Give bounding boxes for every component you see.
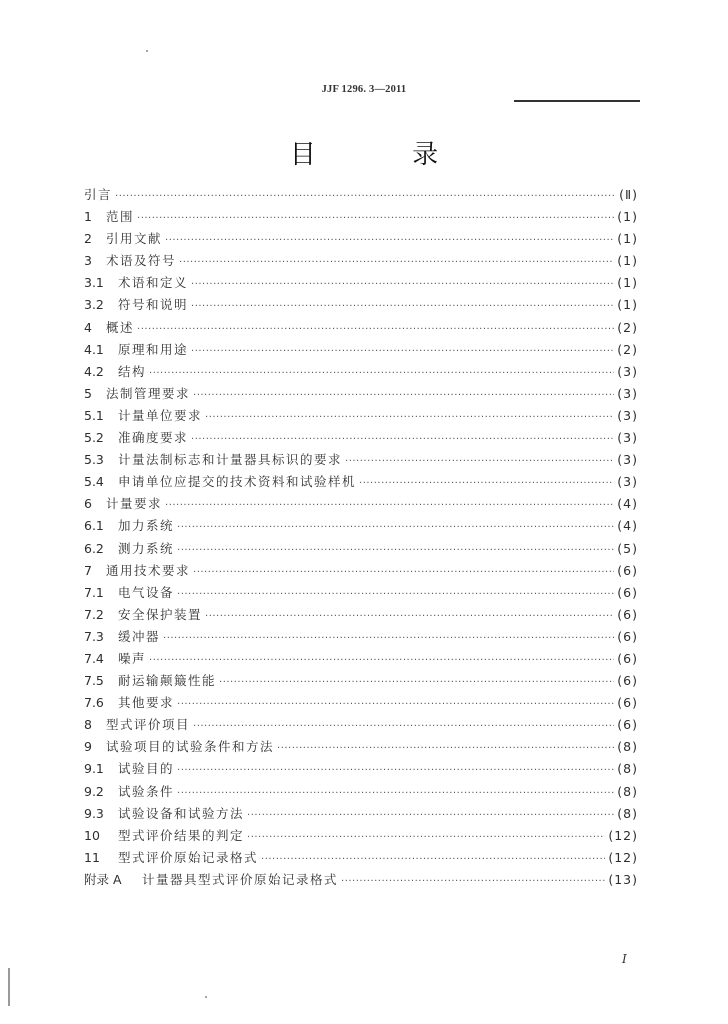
toc-entry[interactable]: [84, 362, 638, 384]
toc-dot-leader: [177, 522, 614, 533]
toc-entry[interactable]: [84, 782, 638, 804]
toc-entry-label: 计量法制标志和计量器具标识的要求: [118, 452, 343, 468]
toc-entry-label: 电气设备: [118, 584, 175, 600]
toc-dot-leader: [177, 545, 614, 556]
toc-entry-number: 6: [84, 496, 92, 512]
toc-entry-number: 7.6: [84, 695, 104, 711]
toc-entry[interactable]: [84, 539, 638, 561]
toc-entry-label: 其他要求: [118, 695, 175, 711]
toc-entry-number: 5.3: [84, 452, 104, 468]
toc-entry-number: 1: [84, 209, 92, 225]
toc-entry-label: 试验目的: [118, 761, 175, 777]
toc-entry[interactable]: [84, 826, 638, 848]
toc-entry-number: 7.2: [84, 606, 104, 622]
toc-dot-leader: [191, 279, 614, 290]
toc-entry-page: (1): [617, 231, 638, 247]
toc-entry-label: 型式评价项目: [106, 717, 191, 733]
toc-entry[interactable]: [84, 516, 638, 538]
toc-entry-page: (8): [617, 805, 638, 821]
toc-entry[interactable]: [84, 472, 638, 494]
toc-entry[interactable]: [84, 870, 638, 892]
toc-dot-leader: [177, 788, 614, 799]
toc-entry[interactable]: [84, 229, 638, 251]
toc-entry-label: 型式评价原始记录格式: [118, 849, 259, 865]
toc-entry-number: 8: [84, 717, 92, 733]
toc-entry[interactable]: [84, 185, 638, 207]
toc-entry[interactable]: [84, 627, 638, 649]
toc-entry-page: (3): [617, 452, 638, 468]
toc-entry-page: (6): [617, 628, 638, 644]
toc-entry-page: (6): [617, 673, 638, 689]
toc-entry-label: 计量器具型式评价原始记录格式: [142, 871, 339, 887]
toc-entry-number: 4: [84, 319, 92, 335]
toc-entry-number: 5.4: [84, 474, 104, 490]
toc-entry-number: 9.2: [84, 783, 104, 799]
toc-entry-label: 计量单位要求: [118, 407, 203, 423]
toc-entry-page: (4): [617, 518, 638, 534]
toc-entry-label: 安全保护装置: [118, 606, 203, 622]
toc-entry-label: 术语和定义: [118, 275, 189, 291]
toc-entry[interactable]: [84, 406, 638, 428]
toc-entry-page: (1): [617, 275, 638, 291]
toc-entry-number: 7.1: [84, 584, 104, 600]
toc-entry-page: (3): [617, 407, 638, 423]
toc-entry-number: 9: [84, 739, 92, 755]
toc-entry-number: 9.1: [84, 761, 104, 777]
toc-entry-page: (1): [617, 253, 638, 269]
toc-entry-page: (6): [617, 650, 638, 666]
toc-entry-label: 准确度要求: [118, 430, 189, 446]
toc-entry-label: 测力系统: [118, 540, 175, 556]
scan-speck: [205, 996, 207, 998]
toc-entry-label: 试验条件: [118, 783, 175, 799]
toc-entry-page: (6): [617, 695, 638, 711]
toc-entry[interactable]: [84, 295, 638, 317]
toc-entry[interactable]: [84, 273, 638, 295]
toc-entry-page: (2): [617, 341, 638, 357]
toc-entry[interactable]: [84, 251, 638, 273]
toc-entry-number: 附录 A: [84, 871, 122, 887]
page-number: I: [622, 952, 627, 966]
toc-dot-leader: [191, 346, 614, 357]
toc-entry-page: (1): [617, 209, 638, 225]
toc-entry-number: 7.4: [84, 650, 104, 666]
toc-dot-leader: [191, 434, 614, 445]
toc-entry[interactable]: [84, 693, 638, 715]
toc-entry-number: 4.1: [84, 341, 104, 357]
standard-code: JJF 1296. 3—2011: [321, 84, 407, 95]
toc-entry-page: (4): [617, 496, 638, 512]
toc-dot-leader: [359, 478, 614, 489]
toc-entry-label: 计量要求: [106, 496, 163, 512]
toc-entry-page: (13): [608, 871, 638, 887]
toc-dot-leader: [193, 390, 614, 401]
toc-entry-label: 引用文献: [106, 231, 163, 247]
toc-entry[interactable]: [84, 671, 638, 693]
toc-entry-page: (12): [608, 849, 638, 865]
toc-entry-label: 试验设备和试验方法: [118, 805, 245, 821]
toc-entry[interactable]: [84, 759, 638, 781]
toc-entry[interactable]: [84, 804, 638, 826]
toc-dot-leader: [247, 810, 614, 821]
toc-entry-page: (3): [617, 363, 638, 379]
toc-entry-number: 4.2: [84, 363, 104, 379]
toc-dot-leader: [163, 633, 614, 644]
toc-dot-leader: [165, 500, 614, 511]
toc-entry-page: (1): [617, 297, 638, 313]
toc-entry-label: 噪声: [118, 650, 147, 666]
toc-entry[interactable]: [84, 207, 638, 229]
toc-dot-leader: [137, 324, 614, 335]
toc-entry-label: 结构: [118, 363, 147, 379]
toc-entry-page: (3): [617, 474, 638, 490]
toc-dot-leader: [193, 567, 614, 578]
toc-dot-leader: [205, 412, 614, 423]
toc-entry-label: 概述: [106, 319, 135, 335]
toc-entry-page: (8): [617, 739, 638, 755]
toc-entry-number: 6.1: [84, 518, 104, 534]
page-title: 目 录: [289, 140, 483, 170]
toc-entry-number: 7.3: [84, 628, 104, 644]
toc-dot-leader: [193, 721, 614, 732]
toc-entry-page: (8): [617, 783, 638, 799]
toc-entry[interactable]: [84, 715, 638, 737]
toc-dot-leader: [191, 301, 614, 312]
toc-entry[interactable]: [84, 384, 638, 406]
toc-dot-leader: [149, 368, 614, 379]
toc-entry[interactable]: [84, 583, 638, 605]
toc-entry-label: 加力系统: [118, 518, 175, 534]
toc-entry[interactable]: [84, 450, 638, 472]
toc-dot-leader: [177, 765, 614, 776]
toc-dot-leader: [115, 191, 616, 202]
toc-entry-label: 引言: [84, 187, 113, 202]
toc-entry[interactable]: [84, 494, 638, 516]
toc-dot-leader: [261, 854, 605, 865]
toc-dot-leader: [205, 611, 614, 622]
toc-dot-leader: [149, 655, 614, 666]
toc-entry-page: (2): [617, 319, 638, 335]
toc-dot-leader: [179, 257, 614, 268]
table-of-contents: [84, 185, 638, 892]
toc-entry-number: 3.1: [84, 275, 104, 291]
toc-entry-page: (12): [608, 827, 638, 843]
toc-dot-leader: [165, 235, 614, 246]
toc-dot-leader: [345, 456, 614, 467]
toc-entry-page: (3): [617, 430, 638, 446]
toc-entry-number: 7.5: [84, 673, 104, 689]
toc-entry[interactable]: [84, 340, 638, 362]
toc-entry-page: (6): [617, 562, 638, 578]
scan-speck: [146, 50, 148, 52]
toc-entry-number: 2: [84, 231, 92, 247]
toc-entry-label: 试验项目的试验条件和方法: [106, 739, 275, 755]
toc-entry[interactable]: [84, 605, 638, 627]
toc-entry-number: 9.3: [84, 805, 104, 821]
toc-entry-page: (8): [617, 761, 638, 777]
toc-entry-number: 5.1: [84, 407, 104, 423]
toc-entry-page: (3): [617, 385, 638, 401]
toc-entry-label: 法制管理要求: [106, 385, 191, 401]
toc-entry-number: 5.2: [84, 430, 104, 446]
toc-entry-page: (6): [617, 717, 638, 733]
toc-dot-leader: [177, 589, 614, 600]
toc-dot-leader: [277, 743, 614, 754]
toc-entry[interactable]: [84, 428, 638, 450]
toc-entry-label: 术语及符号: [106, 253, 177, 269]
toc-entry-label: 原理和用途: [118, 341, 189, 357]
toc-entry-number: 6.2: [84, 540, 104, 556]
toc-dot-leader: [219, 677, 614, 688]
toc-entry[interactable]: [84, 318, 638, 340]
toc-dot-leader: [341, 876, 605, 887]
toc-entry-page: (6): [617, 606, 638, 622]
toc-entry-page: (Ⅱ): [619, 187, 638, 202]
toc-entry-label: 申请单位应提交的技术资料和试验样机: [118, 474, 357, 490]
toc-entry-number: 10: [84, 827, 100, 843]
toc-entry-page: (5): [617, 540, 638, 556]
toc-entry-label: 范围: [106, 209, 135, 225]
header-rule: [514, 100, 640, 102]
toc-entry-number: 11: [84, 849, 100, 865]
toc-entry-label: 型式评价结果的判定: [118, 827, 245, 843]
toc-entry-label: 通用技术要求: [106, 562, 191, 578]
toc-entry[interactable]: [84, 848, 638, 870]
toc-entry[interactable]: [84, 649, 638, 671]
toc-entry-number: 5: [84, 385, 92, 401]
toc-dot-leader: [177, 699, 614, 710]
toc-entry-label: 缓冲器: [118, 628, 161, 644]
scan-edge-mark: [8, 968, 10, 1006]
toc-entry[interactable]: [84, 737, 638, 759]
toc-entry[interactable]: [84, 561, 638, 583]
toc-entry-number: 3: [84, 253, 92, 269]
toc-entry-number: 7: [84, 562, 92, 578]
toc-dot-leader: [247, 832, 605, 843]
toc-entry-label: 耐运输颠簸性能: [118, 673, 217, 689]
toc-entry-number: 3.2: [84, 297, 104, 313]
toc-entry-label: 符号和说明: [118, 297, 189, 313]
toc-dot-leader: [137, 213, 614, 224]
toc-entry-page: (6): [617, 584, 638, 600]
